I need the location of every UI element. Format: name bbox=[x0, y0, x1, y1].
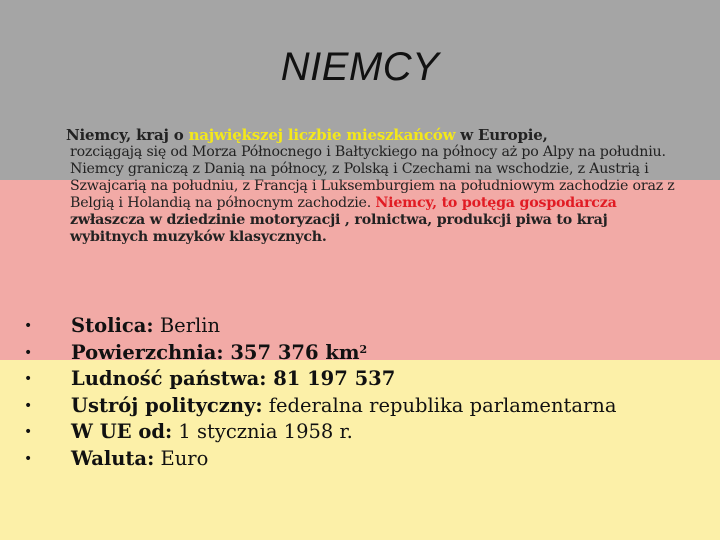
bullet-icon: • bbox=[24, 450, 33, 467]
intro-paragraph bbox=[66, 126, 675, 246]
bullet-icon: • bbox=[24, 424, 33, 441]
facts-list bbox=[20, 313, 680, 473]
fact-item: • Ustrój polityczny: federalna republika parlamentarna bbox=[20, 393, 680, 420]
intro-body: rozciągają się od Morza Północnego i Bałtyckiego na północy aż po Alpy na południu. Niemcy graniczą z Danią na północy, z Polską i Czechami na wschodzie, z Austrią i Szwajcarią na południu, z Francją i Luksemburgiem na południowym zachodzie oraz z Belgią i Holandią na północnym zachodzie. bbox=[70, 144, 675, 211]
fact-item: • W UE od: 1 stycznia 1958 r. bbox=[20, 419, 680, 446]
intro-body-bold: zwłaszcza w dziedzinie motoryzacji , rolnictwa, produkcji piwa to kraj wybitnych muzyków klasycznych. bbox=[70, 212, 608, 245]
intro-lead: Niemcy, kraj o największej liczbie mieszkańców w Europie, bbox=[66, 126, 548, 144]
fact-item: • Powierzchnia: 357 376 $km^2$ bbox=[20, 340, 680, 367]
bullet-icon: • bbox=[24, 397, 33, 414]
slide-title: NIEMCY bbox=[280, 45, 440, 89]
fact-item: • Stolica: Berlin bbox=[20, 313, 680, 340]
highlight-economy: Niemcy, to potęga gospodarcza bbox=[375, 195, 617, 211]
bullet-icon: • bbox=[24, 344, 33, 361]
bullet-icon: • bbox=[24, 318, 33, 334]
highlight-population: największej liczbie mieszkańców bbox=[188, 126, 456, 144]
bullet-icon: • bbox=[24, 371, 33, 388]
fact-item: • Waluta: Euro bbox=[20, 446, 680, 473]
fact-item: • Ludność państwa: 81 197 537 bbox=[20, 366, 680, 393]
